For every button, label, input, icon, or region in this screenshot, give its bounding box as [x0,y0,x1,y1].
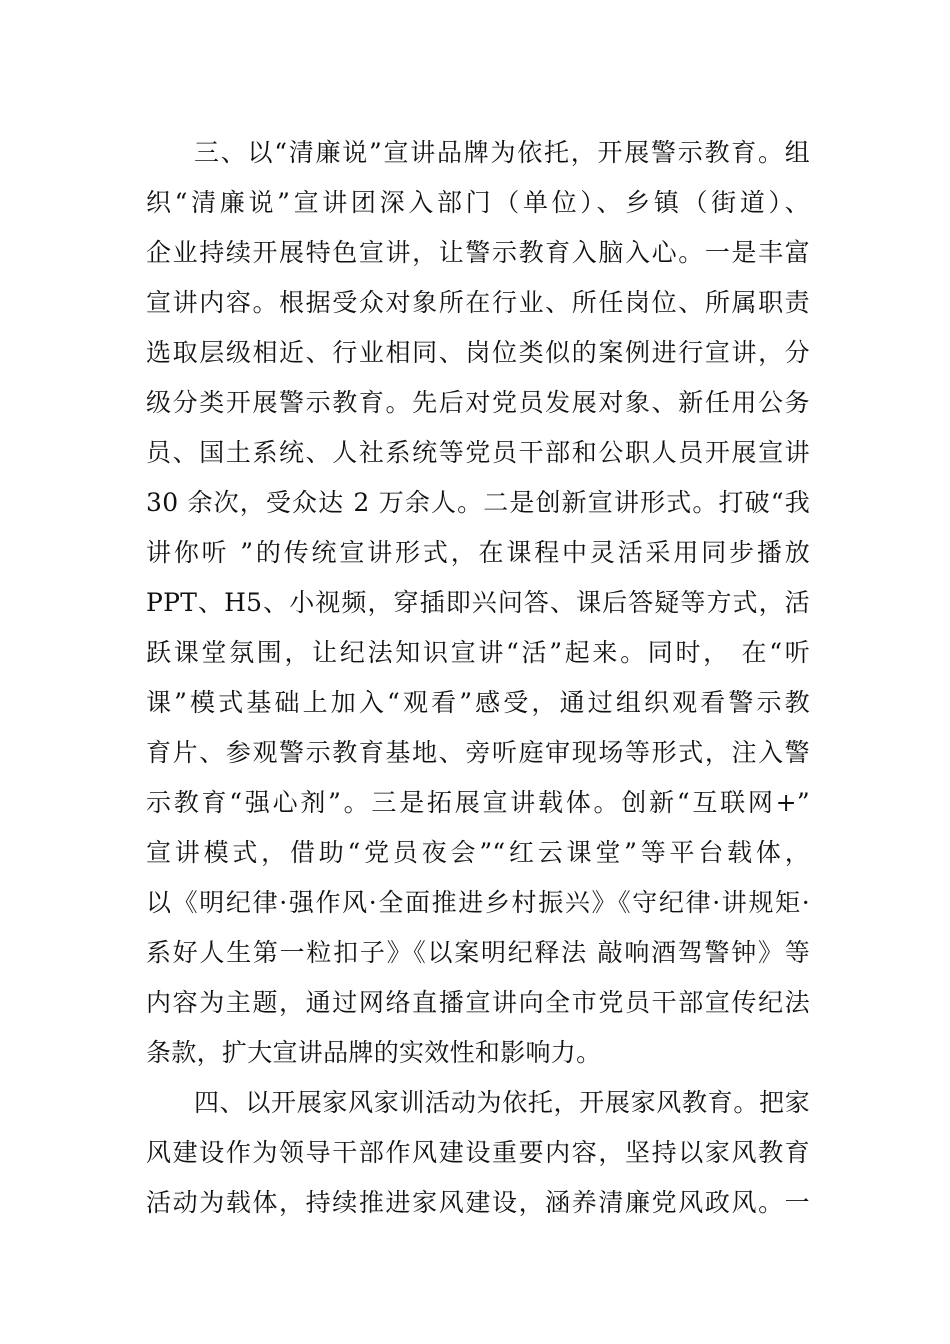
paragraph-line: 三、以“清廉说”宣讲品牌为依托，开展警示教育。组 [194,138,810,167]
paragraph-line: 示教育“强心剂”。三是拓展宣讲载体。创新“互联网+” [146,788,810,817]
paragraph-line: 内容为主题，通过网络直播宣讲向全市党员干部宣传纪法 [146,988,810,1017]
paragraph-line: 员、国土系统、人社系统等党员干部和公职人员开展宣讲 [146,438,810,467]
paragraph-line: 企业持续开展特色宣讲，让警示教育入脑入心。一是丰富 [146,238,810,267]
paragraph-line: 织“清廉说”宣讲团深入部门（单位）、乡镇（街道）、 [146,188,810,217]
paragraph-line: 育片、参观警示教育基地、旁听庭审现场等形式，注入警 [146,738,810,767]
paragraph-line: PPT、H5、小视频，穿插即兴问答、课后答疑等方式，活 [146,588,810,617]
paragraph-line: 级分类开展警示教育。先后对党员发展对象、新任用公务 [146,388,810,417]
paragraph-line: 宣讲内容。根据受众对象所在行业、所任岗位、所属职责 [146,288,810,317]
paragraph-line: 跃课堂氛围，让纪法知识宣讲“活”起来。同时， 在“听 [146,638,810,667]
paragraph-line: 四、以开展家风家训活动为依托，开展家风教育。把家 [194,1088,810,1117]
paragraph-line: 以《明纪律·强作风·全面推进乡村振兴》《守纪律·讲规矩· [146,888,810,917]
paragraph-line: 条款，扩大宣讲品牌的实效性和影响力。 [146,1038,602,1067]
paragraph-line: 风建设作为领导干部作风建设重要内容，坚持以家风教育 [146,1138,810,1167]
paragraph-line: 宣讲模式，借助“党员夜会”“红云课堂”等平台载体， [146,838,810,867]
paragraph-line: 选取层级相近、行业相同、岗位类似的案例进行宣讲，分 [146,338,810,367]
paragraph-line: 讲你听 ”的传统宣讲形式，在课程中灵活采用同步播放 [146,538,810,567]
paragraph-line: 活动为载体，持续推进家风建设，涵养清廉党风政风。一 [146,1188,810,1217]
paragraph-1 [146,128,810,1078]
paragraph-line: 30 余次，受众达 2 万余人。二是创新宣讲形式。打破“我 [146,488,810,517]
paragraph-line: 系好人生第一粒扣子》《以案明纪释法 敲响酒驾警钟》等 [146,938,810,967]
paragraph-line: 课”模式基础上加入“观看”感受，通过组织观看警示教 [146,688,810,717]
paragraph-2 [146,1078,810,1228]
body-text [146,128,810,1228]
